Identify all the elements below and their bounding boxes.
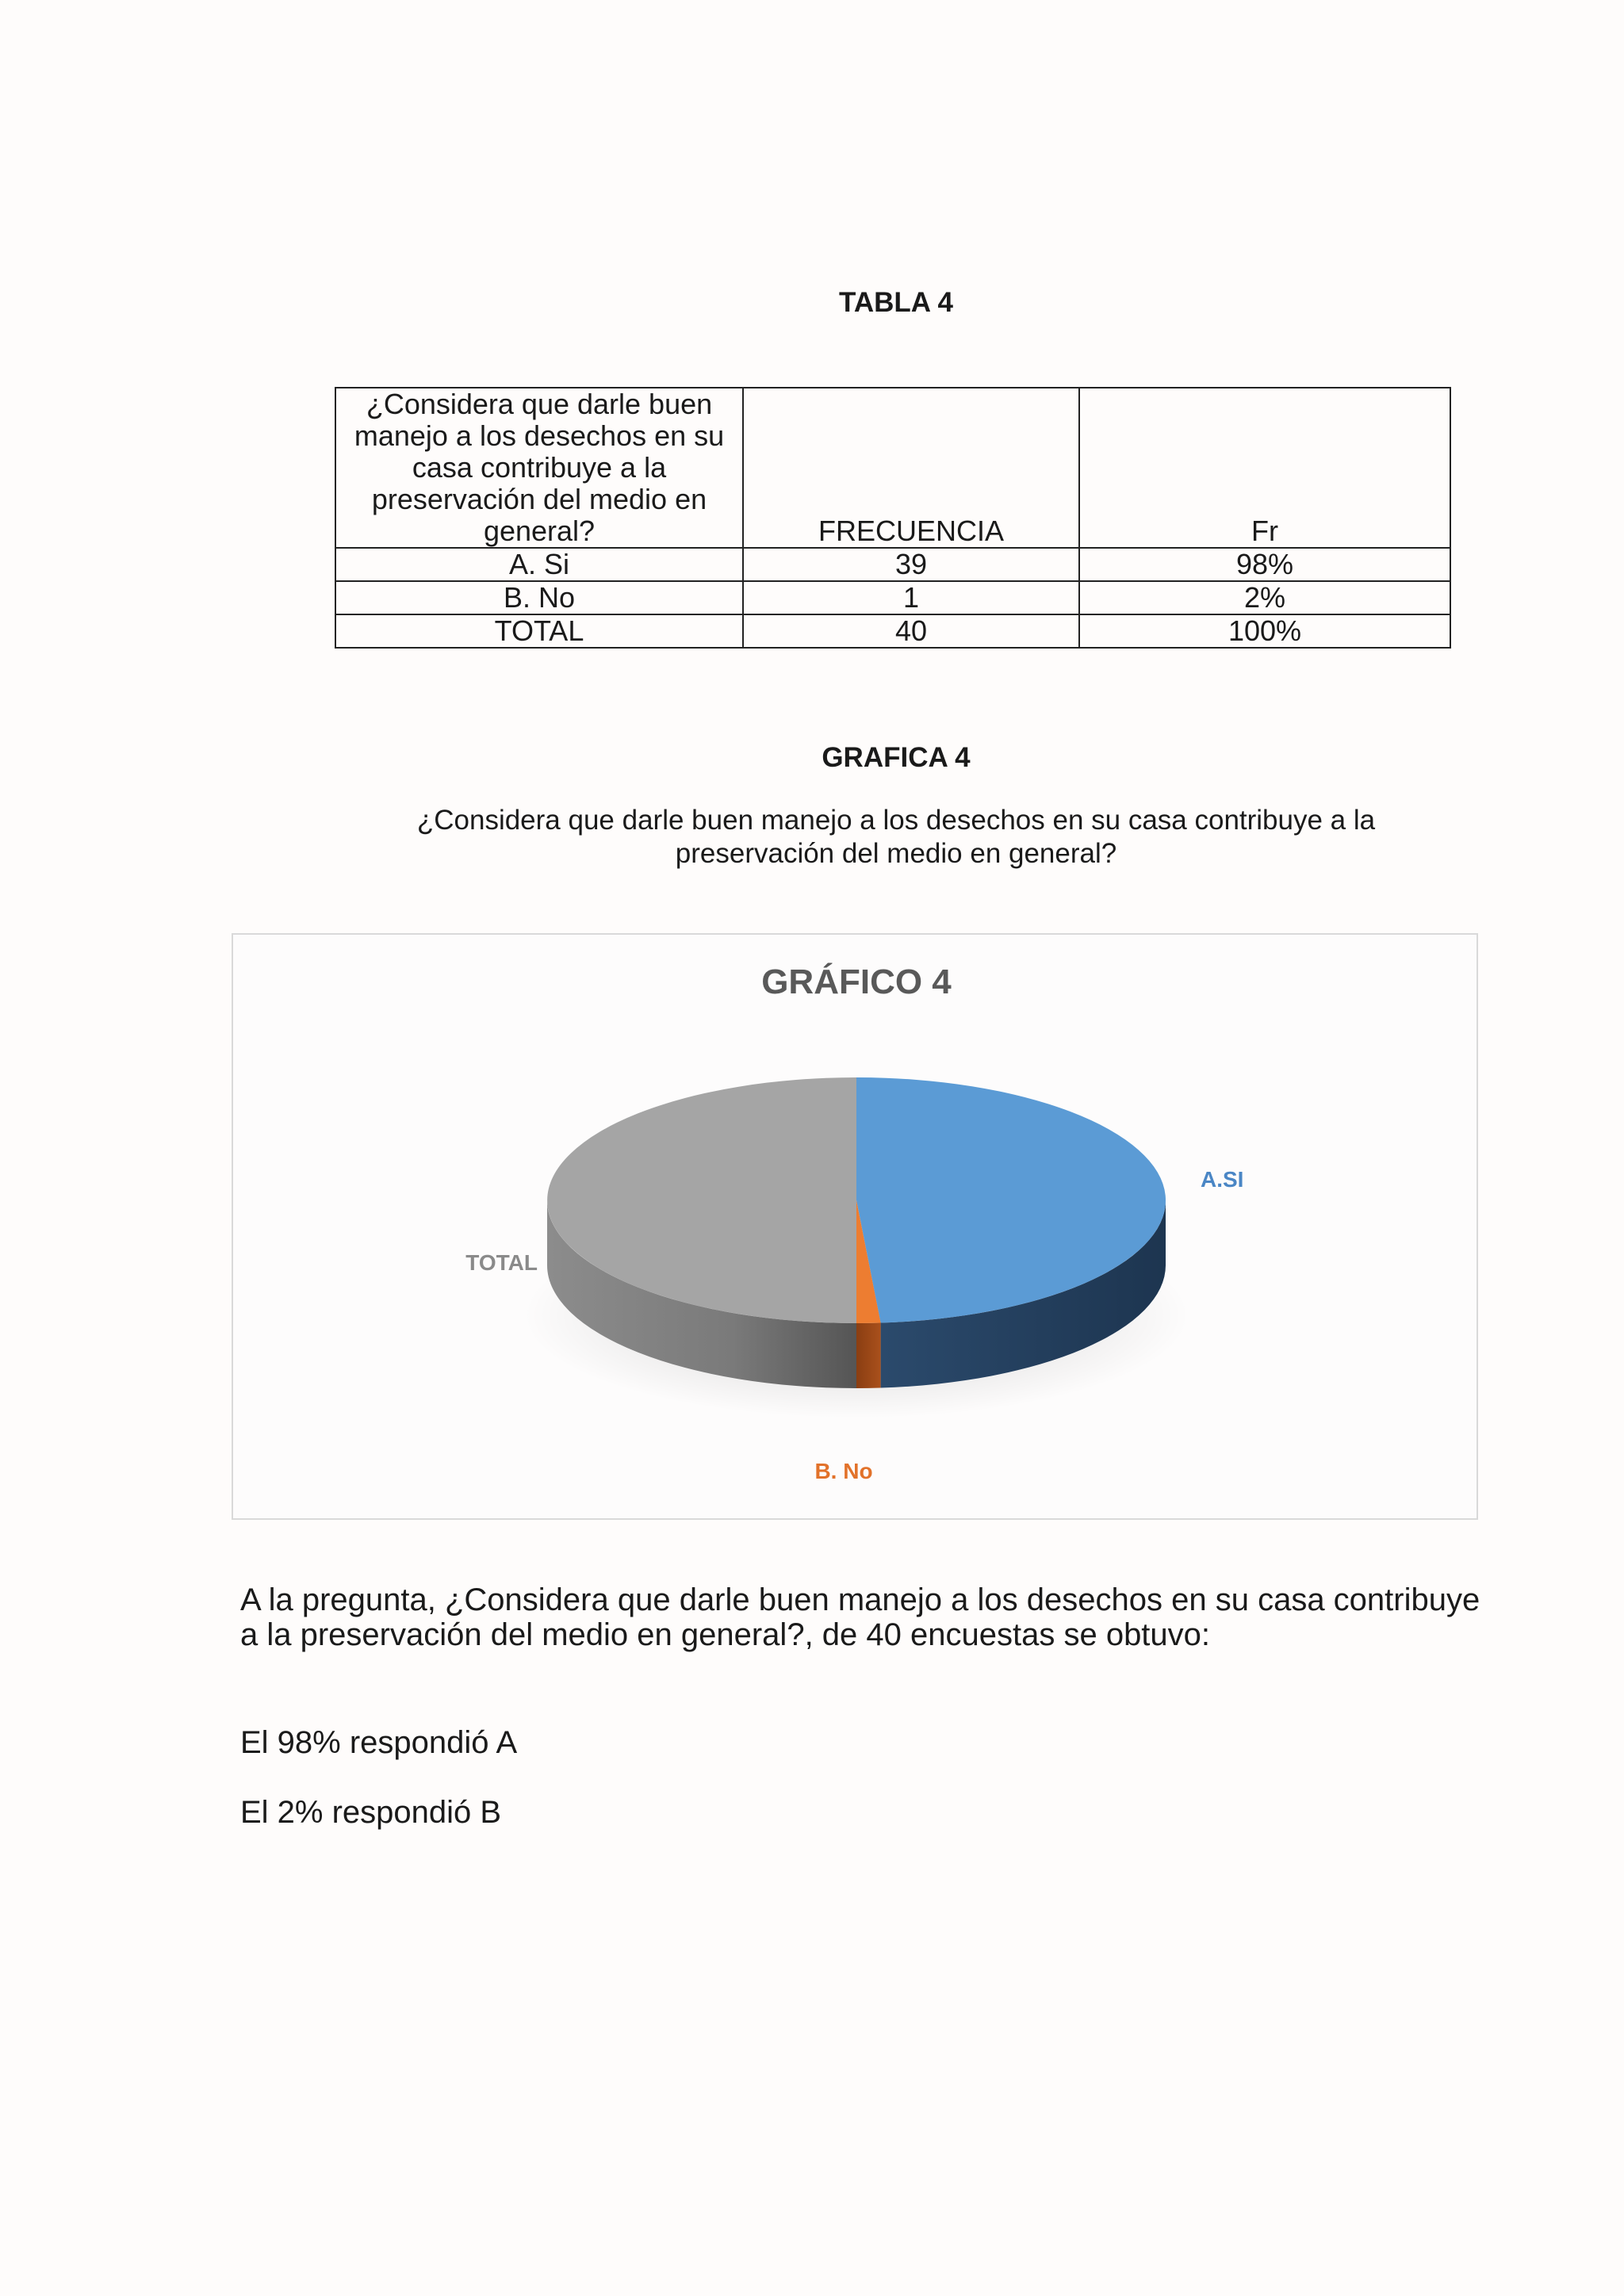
pie-label-1: B. No (814, 1459, 873, 1483)
row-frequency: 39 (743, 548, 1079, 581)
row-label: A. Si (335, 548, 743, 581)
header-question: ¿Considera que darle buen manejo a los desechos en su casa contribuye a la preservación del medio en general? (335, 388, 743, 548)
row-label: B. No (335, 581, 743, 614)
pie-tops (547, 1077, 1166, 1323)
table-row (335, 614, 1450, 648)
table-title: TABLA 4 (839, 287, 953, 318)
header-frequency: FRECUENCIA (743, 388, 1079, 548)
table-header-row (335, 388, 1450, 548)
pie-label-2: TOTAL (465, 1250, 538, 1275)
row-frequency: 40 (743, 614, 1079, 648)
summary-text: A la pregunta, ¿Considera que darle buen manejo a los desechos en su casa contribuye a la preservación del medio en general?, de 40 encuestas se obtuvo: (240, 1582, 1480, 1652)
data-table (335, 387, 1451, 649)
chart-container (232, 933, 1478, 1520)
pie-chart (233, 935, 1480, 1521)
row-relative: 98% (1079, 548, 1450, 581)
pie-side-1 (856, 1323, 881, 1388)
result-b: El 2% respondió B (240, 1795, 502, 1830)
chart-question-line-1: ¿Considera que darle buen manejo a los desechos en su casa contribuye a la (416, 805, 1376, 836)
row-frequency: 1 (743, 581, 1079, 614)
chart-question (341, 804, 1451, 871)
row-relative: 2% (1079, 581, 1450, 614)
table-row (335, 548, 1450, 581)
chart-heading: GRAFICA 4 (822, 742, 971, 773)
chart-question-line-2: preservación del medio en general? (675, 838, 1117, 869)
chart-title: GRÁFICO 4 (761, 962, 952, 1001)
row-relative: 100% (1079, 614, 1450, 648)
header-relative: Fr (1079, 388, 1450, 548)
summary-paragraph (240, 1582, 1493, 1652)
table-row (335, 581, 1450, 614)
result-a: El 98% respondió A (240, 1725, 518, 1760)
row-label: TOTAL (335, 614, 743, 648)
pie-label-0: A.SI (1201, 1167, 1244, 1192)
